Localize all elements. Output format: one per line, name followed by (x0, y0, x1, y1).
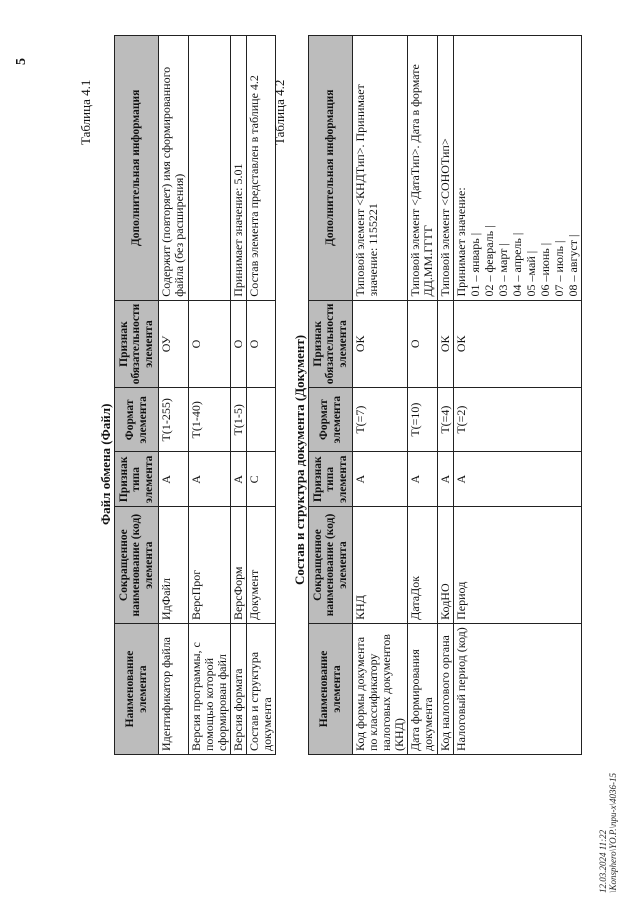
table-cell: T(=2) (454, 388, 582, 452)
table-cell: О (189, 300, 231, 388)
column-header: Признак обязательности элемента (115, 300, 159, 388)
column-header: Дополнительная информация (309, 36, 353, 301)
column-header: Формат элемента (115, 388, 159, 452)
table-cell: Типовой элемент <ДатаТип>. Дата в формате ДД.ММ.ГГГГ (408, 36, 438, 301)
column-header: Наименование элемента (309, 623, 353, 754)
table-cell: T(1-40) (189, 388, 231, 452)
table-cell: T(=4) (438, 388, 454, 452)
column-header: Признак обязательности элемента (309, 300, 353, 388)
table-cell: ДатаДок (408, 507, 438, 624)
table-cell: Принимает значение: 5.01 (231, 36, 247, 301)
table-cell: КНД (353, 507, 408, 624)
table-cell: О (408, 300, 438, 388)
table-cell: ОК (438, 300, 454, 388)
table-4-2 (308, 35, 582, 755)
month-item: 07 – июль | (552, 240, 566, 297)
table-row (438, 36, 454, 755)
table-cell (454, 36, 582, 301)
table-cell (189, 36, 231, 301)
table-row (408, 36, 438, 755)
table-cell: Налоговый период (код) (454, 623, 582, 754)
month-item: 06 –июнь | (538, 242, 552, 297)
table-cell: Версия программы, с помощью которой сформирован файл (189, 624, 231, 755)
table-cell: Версия формата (231, 624, 247, 755)
column-header: Сокращенное наименование (код) элемента (309, 507, 353, 624)
column-header: Признак типа элемента (309, 452, 353, 507)
footer-stamp (598, 773, 618, 893)
table-cell: Дата формирования документа (408, 623, 438, 754)
period-intro: Принимает значение: (454, 187, 468, 297)
table-cell: ОК (353, 300, 408, 388)
month-item: 04 – апрель | (510, 232, 524, 297)
table-cell: А (408, 452, 438, 507)
table-row (231, 36, 247, 755)
table-4-2-caption: Таблица 4.2 (272, 79, 287, 145)
month-item: 05 –май | (524, 250, 538, 297)
table-cell: ОУ (159, 300, 189, 388)
column-header: Сокращенное наименование (код) элемента (115, 507, 159, 624)
table-cell: T(1-255) (159, 388, 189, 452)
column-header: Дополнительная информация (115, 36, 159, 301)
table-cell: Состав и структура документа (247, 624, 276, 755)
table-row (454, 36, 582, 755)
table-cell: T(1-5) (231, 388, 247, 452)
month-item: 08 – август | (566, 234, 580, 297)
table-cell: Состав элемента представлен в таблице 4.2 (247, 36, 276, 301)
page-number: 5 (14, 58, 29, 65)
table-cell: С (247, 452, 276, 507)
table-cell: КодНО (438, 507, 454, 624)
table-cell: Содержит (повторяет) имя сформированного файла (без расширения) (159, 36, 189, 301)
table-4-1 (114, 35, 276, 755)
table-cell: А (231, 452, 247, 507)
table-cell: О (247, 300, 276, 388)
table-row (189, 36, 231, 755)
column-header: Признак типа элемента (115, 452, 159, 507)
table-cell: Документ (247, 507, 276, 624)
table-cell: А (189, 452, 231, 507)
table-header-row (309, 36, 353, 755)
column-header: Наименование элемента (115, 624, 159, 755)
table-cell: ОК (454, 300, 582, 388)
table-cell: T(=10) (408, 388, 438, 452)
table-cell: А (353, 452, 408, 507)
table-cell: О (231, 300, 247, 388)
table-cell (247, 388, 276, 452)
table-header-row (115, 36, 159, 755)
table-cell: А (438, 452, 454, 507)
month-list (468, 39, 580, 297)
table-cell: Код формы документа по классификатору налоговых документов (КНД) (353, 623, 408, 754)
table-row (353, 36, 408, 755)
table-4-1-caption: Таблица 4.1 (78, 79, 93, 145)
table-cell: T(=7) (353, 388, 408, 452)
table-4-2-title: Состав и структура документа (Документ) (292, 334, 307, 585)
month-item: 02 – февраль | (482, 225, 496, 297)
table-cell: ИдФайл (159, 507, 189, 624)
month-item: 01 – январь | (468, 232, 482, 297)
month-item: 03 – март | (496, 243, 510, 297)
table-cell: А (159, 452, 189, 507)
table-cell: ВерсФорм (231, 507, 247, 624)
table-cell: ВерсПрог (189, 507, 231, 624)
footer-path: \Konsphero\YO.P.\npu-x\4036-15 (608, 772, 618, 893)
table-cell: Код налогового органа (438, 623, 454, 754)
table-cell: Период (454, 507, 582, 624)
column-header: Формат элемента (309, 388, 353, 452)
table-cell: Типовой элемент <СОНОТип> (438, 36, 454, 301)
table-cell: Типовой элемент <КНДТип>. Принимает значение: 1155221 (353, 36, 408, 301)
table-4-1-title: Файл обмена (Файл) (98, 403, 113, 525)
table-row (159, 36, 189, 755)
footer-date: 12.03.2024 11:22 (598, 829, 608, 893)
table-cell: А (454, 452, 582, 507)
table-cell: Идентификатор файла (159, 624, 189, 755)
